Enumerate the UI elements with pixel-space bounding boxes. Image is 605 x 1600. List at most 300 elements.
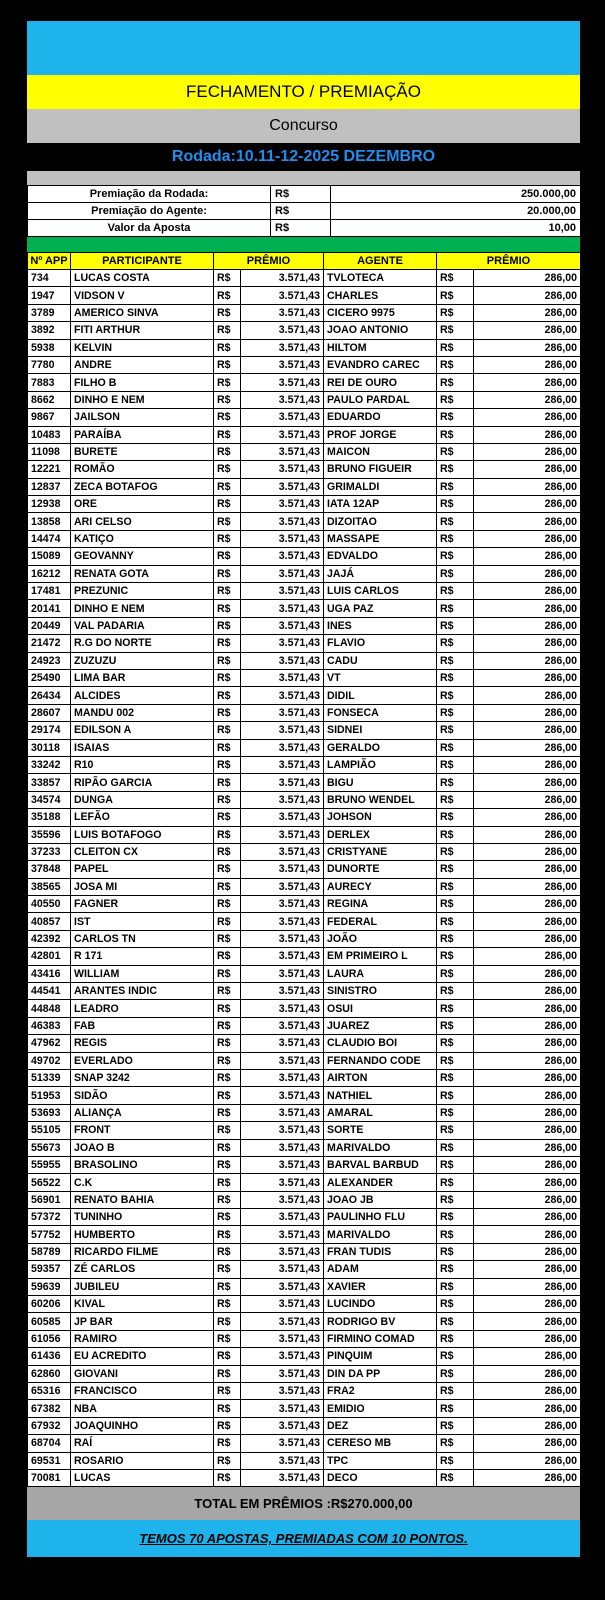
participant-prize-cell: 3.571,43 [241,739,324,756]
participant-cell: PARAÍBA [71,426,214,443]
agent-prize-cell: 286,00 [474,1000,581,1017]
participant-currency-cell: R$ [214,1313,241,1330]
app-number-cell: 55955 [28,1156,71,1173]
app-number-cell: 7780 [28,356,71,373]
participant-prize-cell: 3.571,43 [241,913,324,930]
table-header-row [28,253,581,270]
participant-cell: FRANCISCO [71,1383,214,1400]
participant-currency-cell: R$ [214,878,241,895]
participant-prize-cell: 3.571,43 [241,861,324,878]
app-number-cell: 29174 [28,722,71,739]
agent-currency-cell: R$ [437,617,474,634]
participant-cell: EVERLADO [71,1052,214,1069]
participant-prize-cell: 3.571,43 [241,687,324,704]
table-row [28,983,581,1000]
table-row [28,1087,581,1104]
participant-cell: EU ACREDITO [71,1348,214,1365]
participant-cell: C.K [71,1174,214,1191]
agent-prize-cell: 286,00 [474,635,581,652]
table-row [28,565,581,582]
agent-prize-cell: 286,00 [474,826,581,843]
participant-currency-cell: R$ [214,1435,241,1452]
participant-prize-cell: 3.571,43 [241,391,324,408]
participant-prize-cell: 3.571,43 [241,287,324,304]
agent-prize-cell: 286,00 [474,391,581,408]
agent-cell: MASSAPE [324,530,437,547]
participant-currency-cell: R$ [214,896,241,913]
table-row [28,1104,581,1121]
agent-prize-cell: 286,00 [474,409,581,426]
agent-currency-cell: R$ [437,548,474,565]
participant-prize-cell: 3.571,43 [241,809,324,826]
table-row [28,443,581,460]
participant-prize-cell: 3.571,43 [241,1191,324,1208]
agent-currency-cell: R$ [437,513,474,530]
header-agent-prize: PRÊMIO [437,253,581,270]
agent-cell: LUCINDO [324,1296,437,1313]
agent-currency-cell: R$ [437,478,474,495]
app-number-cell: 51953 [28,1087,71,1104]
participant-prize-cell: 3.571,43 [241,1069,324,1086]
agent-cell: BARVAL BARBUD [324,1156,437,1173]
participant-prize-cell: 3.571,43 [241,1383,324,1400]
agent-prize-cell: 286,00 [474,1365,581,1382]
table-row [28,1278,581,1295]
prize-info-table [27,185,581,237]
page-title: FECHAMENTO / PREMIAÇÃO [27,75,580,109]
table-row [28,739,581,756]
app-number-cell: 42801 [28,948,71,965]
participant-cell: ZECA BOTAFOG [71,478,214,495]
agent-prize-cell: 286,00 [474,1383,581,1400]
participant-prize-cell: 3.571,43 [241,722,324,739]
participant-cell: ALCIDES [71,687,214,704]
agent-currency-cell: R$ [437,1243,474,1260]
app-number-cell: 14474 [28,530,71,547]
table-row [28,409,581,426]
app-number-cell: 61436 [28,1348,71,1365]
agent-cell: SIDNEI [324,722,437,739]
agent-cell: FLAVIO [324,635,437,652]
agent-prize-cell: 286,00 [474,1313,581,1330]
agent-currency-cell: R$ [437,600,474,617]
agent-currency-cell: R$ [437,391,474,408]
agent-cell: GERALDO [324,739,437,756]
agent-prize-cell: 286,00 [474,739,581,756]
agent-cell: CHARLES [324,287,437,304]
participant-prize-cell: 3.571,43 [241,1052,324,1069]
participant-cell: JOSA MI [71,878,214,895]
agent-cell: DIN DA PP [324,1365,437,1382]
agent-prize-cell: 286,00 [474,356,581,373]
agent-cell: JOAO JB [324,1191,437,1208]
app-number-cell: 43416 [28,965,71,982]
header-participant: PARTICIPANTE [71,253,214,270]
agent-cell: PROF JORGE [324,426,437,443]
table-row [28,1017,581,1034]
app-number-cell: 37233 [28,843,71,860]
app-number-cell: 68704 [28,1435,71,1452]
participant-cell: LUCAS [71,1469,214,1486]
participant-prize-cell: 3.571,43 [241,983,324,1000]
participant-currency-cell: R$ [214,1087,241,1104]
app-number-cell: 40550 [28,896,71,913]
agent-currency-cell: R$ [437,565,474,582]
app-number-cell: 15089 [28,548,71,565]
table-row [28,1383,581,1400]
participant-cell: VIDSON V [71,287,214,304]
participant-prize-cell: 3.571,43 [241,1087,324,1104]
participant-prize-cell: 3.571,43 [241,1400,324,1417]
results-sheet [27,21,580,1557]
table-row [28,391,581,408]
agent-cell: DUNORTE [324,861,437,878]
round-label: Rodada:10.11-12-2025 DEZEMBRO [27,143,580,171]
agent-cell: JOHSON [324,809,437,826]
app-number-cell: 67932 [28,1417,71,1434]
app-number-cell: 55105 [28,1122,71,1139]
participant-prize-cell: 3.571,43 [241,1174,324,1191]
app-number-cell: 12837 [28,478,71,495]
participant-cell: RENATO BAHIA [71,1191,214,1208]
info-value: 10,00 [331,220,581,237]
agent-cell: GRIMALDI [324,478,437,495]
app-number-cell: 33857 [28,774,71,791]
table-row [28,1122,581,1139]
agent-cell: ALEXANDER [324,1174,437,1191]
participant-cell: R10 [71,756,214,773]
agent-cell: FIRMINO COMAD [324,1330,437,1347]
agent-prize-cell: 286,00 [474,930,581,947]
participant-cell: ZÉ CARLOS [71,1261,214,1278]
table-row [28,339,581,356]
table-row [28,791,581,808]
app-number-cell: 25490 [28,669,71,686]
app-number-cell: 7883 [28,374,71,391]
participant-cell: LUIS BOTAFOGO [71,826,214,843]
table-row [28,930,581,947]
participant-prize-cell: 3.571,43 [241,270,324,287]
table-row [28,1156,581,1173]
participant-currency-cell: R$ [214,843,241,860]
agent-prize-cell: 286,00 [474,896,581,913]
participant-currency-cell: R$ [214,374,241,391]
agent-prize-cell: 286,00 [474,774,581,791]
participant-cell: ALIANÇA [71,1104,214,1121]
participant-currency-cell: R$ [214,861,241,878]
agent-prize-cell: 286,00 [474,1469,581,1486]
participant-currency-cell: R$ [214,930,241,947]
app-number-cell: 35188 [28,809,71,826]
agent-prize-cell: 286,00 [474,913,581,930]
app-number-cell: 9867 [28,409,71,426]
participant-cell: HUMBERTO [71,1226,214,1243]
app-number-cell: 11098 [28,443,71,460]
agent-cell: MARIVALDO [324,1226,437,1243]
participant-currency-cell: R$ [214,304,241,321]
participant-prize-cell: 3.571,43 [241,1365,324,1382]
participant-currency-cell: R$ [214,826,241,843]
table-row [28,965,581,982]
participant-prize-cell: 3.571,43 [241,356,324,373]
agent-prize-cell: 286,00 [474,1452,581,1469]
participant-currency-cell: R$ [214,583,241,600]
participant-prize-cell: 3.571,43 [241,1313,324,1330]
participant-cell: FRONT [71,1122,214,1139]
agent-prize-cell: 286,00 [474,1278,581,1295]
agent-prize-cell: 286,00 [474,756,581,773]
agent-cell: DEZ [324,1417,437,1434]
contest-label: Concurso [27,109,580,143]
agent-currency-cell: R$ [437,791,474,808]
app-number-cell: 59357 [28,1261,71,1278]
table-row [28,756,581,773]
agent-cell: DECO [324,1469,437,1486]
participant-currency-cell: R$ [214,1174,241,1191]
participant-currency-cell: R$ [214,1278,241,1295]
participant-currency-cell: R$ [214,391,241,408]
app-number-cell: 35596 [28,826,71,843]
app-number-cell: 57372 [28,1209,71,1226]
agent-cell: REGINA [324,896,437,913]
app-number-cell: 59639 [28,1278,71,1295]
agent-cell: AIRTON [324,1069,437,1086]
app-number-cell: 5938 [28,339,71,356]
table-row [28,948,581,965]
table-row [28,652,581,669]
app-number-cell: 62860 [28,1365,71,1382]
app-number-cell: 26434 [28,687,71,704]
app-number-cell: 28607 [28,704,71,721]
participant-currency-cell: R$ [214,443,241,460]
participant-prize-cell: 3.571,43 [241,1348,324,1365]
table-row [28,617,581,634]
participant-currency-cell: R$ [214,565,241,582]
participant-cell: JP BAR [71,1313,214,1330]
app-number-cell: 20141 [28,600,71,617]
agent-cell: FERNANDO CODE [324,1052,437,1069]
agent-prize-cell: 286,00 [474,583,581,600]
table-row [28,722,581,739]
participant-prize-cell: 3.571,43 [241,1104,324,1121]
app-number-cell: 734 [28,270,71,287]
participant-prize-cell: 3.571,43 [241,1417,324,1434]
table-row [28,913,581,930]
participant-prize-cell: 3.571,43 [241,374,324,391]
participant-cell: ZUZUZU [71,652,214,669]
participant-cell: REGIS [71,1035,214,1052]
participant-cell: SNAP 3242 [71,1069,214,1086]
agent-cell: CERESO MB [324,1435,437,1452]
participant-prize-cell: 3.571,43 [241,565,324,582]
agent-prize-cell: 286,00 [474,443,581,460]
participant-currency-cell: R$ [214,1209,241,1226]
participant-currency-cell: R$ [214,287,241,304]
agent-cell: BIGU [324,774,437,791]
grey-divider [27,171,580,185]
agent-currency-cell: R$ [437,687,474,704]
agent-cell: JOÃO [324,930,437,947]
table-row [28,704,581,721]
agent-currency-cell: R$ [437,896,474,913]
participant-prize-cell: 3.571,43 [241,1000,324,1017]
participant-cell: JUBILEU [71,1278,214,1295]
agent-cell: IATA 12AP [324,496,437,513]
participant-prize-cell: 3.571,43 [241,322,324,339]
participant-currency-cell: R$ [214,1191,241,1208]
table-row [28,600,581,617]
table-row [28,1261,581,1278]
participant-cell: SIDÃO [71,1087,214,1104]
table-row [28,1296,581,1313]
info-row [28,220,581,237]
agent-prize-cell: 286,00 [474,1017,581,1034]
agent-prize-cell: 286,00 [474,652,581,669]
participant-prize-cell: 3.571,43 [241,1226,324,1243]
participant-cell: DINHO E NEM [71,600,214,617]
agent-currency-cell: R$ [437,1226,474,1243]
app-number-cell: 12938 [28,496,71,513]
participant-prize-cell: 3.571,43 [241,1017,324,1034]
info-row [28,186,581,203]
participant-currency-cell: R$ [214,965,241,982]
participant-prize-cell: 3.571,43 [241,965,324,982]
participant-prize-cell: 3.571,43 [241,426,324,443]
participant-prize-cell: 3.571,43 [241,1122,324,1139]
info-value: 250.000,00 [331,186,581,203]
participant-currency-cell: R$ [214,322,241,339]
participant-prize-cell: 3.571,43 [241,409,324,426]
agent-cell: JUAREZ [324,1017,437,1034]
participant-prize-cell: 3.571,43 [241,896,324,913]
app-number-cell: 8662 [28,391,71,408]
table-row [28,1000,581,1017]
table-row [28,1035,581,1052]
agent-cell: CICERO 9975 [324,304,437,321]
agent-cell: BRUNO FIGUEIR [324,461,437,478]
app-number-cell: 44541 [28,983,71,1000]
agent-currency-cell: R$ [437,1035,474,1052]
agent-prize-cell: 286,00 [474,374,581,391]
agent-currency-cell: R$ [437,1191,474,1208]
table-row [28,1069,581,1086]
agent-currency-cell: R$ [437,1330,474,1347]
table-row [28,1139,581,1156]
agent-currency-cell: R$ [437,304,474,321]
agent-currency-cell: R$ [437,1452,474,1469]
agent-prize-cell: 286,00 [474,1104,581,1121]
table-row [28,1365,581,1382]
agent-prize-cell: 286,00 [474,530,581,547]
participant-prize-cell: 3.571,43 [241,617,324,634]
participant-currency-cell: R$ [214,1261,241,1278]
participant-cell: CLEITON CX [71,843,214,860]
participant-currency-cell: R$ [214,1365,241,1382]
agent-prize-cell: 286,00 [474,322,581,339]
participant-currency-cell: R$ [214,948,241,965]
agent-currency-cell: R$ [437,1417,474,1434]
participant-prize-cell: 3.571,43 [241,496,324,513]
participant-cell: FILHO B [71,374,214,391]
participant-prize-cell: 3.571,43 [241,530,324,547]
app-number-cell: 37848 [28,861,71,878]
table-row [28,513,581,530]
agent-cell: HILTOM [324,339,437,356]
participant-currency-cell: R$ [214,1417,241,1434]
app-number-cell: 24923 [28,652,71,669]
agent-currency-cell: R$ [437,443,474,460]
agent-cell: AMARAL [324,1104,437,1121]
agent-cell: SINISTRO [324,983,437,1000]
app-number-cell: 69531 [28,1452,71,1469]
participant-currency-cell: R$ [214,756,241,773]
app-number-cell: 55673 [28,1139,71,1156]
agent-prize-cell: 286,00 [474,791,581,808]
participant-cell: WILLIAM [71,965,214,982]
agent-cell: XAVIER [324,1278,437,1295]
agent-currency-cell: R$ [437,983,474,1000]
table-row [28,1209,581,1226]
table-row [28,374,581,391]
participant-prize-cell: 3.571,43 [241,1469,324,1486]
participant-currency-cell: R$ [214,1400,241,1417]
participant-currency-cell: R$ [214,426,241,443]
table-row [28,1052,581,1069]
agent-prize-cell: 286,00 [474,1400,581,1417]
info-currency: R$ [271,186,331,203]
participant-cell: LEADRO [71,1000,214,1017]
participant-currency-cell: R$ [214,983,241,1000]
agent-prize-cell: 286,00 [474,983,581,1000]
agent-cell: PINQUIM [324,1348,437,1365]
participant-currency-cell: R$ [214,478,241,495]
agent-cell: FRAN TUDIS [324,1243,437,1260]
participant-cell: DUNGA [71,791,214,808]
participant-cell: AMERICO SINVA [71,304,214,321]
participant-cell: DINHO E NEM [71,391,214,408]
table-row [28,1400,581,1417]
agent-prize-cell: 286,00 [474,669,581,686]
table-row [28,496,581,513]
info-label: Premiação da Rodada: [28,186,271,203]
table-row [28,1330,581,1347]
participant-cell: LUCAS COSTA [71,270,214,287]
participant-cell: ORE [71,496,214,513]
table-row [28,1435,581,1452]
participant-prize-cell: 3.571,43 [241,930,324,947]
table-row [28,583,581,600]
participant-prize-cell: 3.571,43 [241,791,324,808]
agent-prize-cell: 286,00 [474,1261,581,1278]
app-number-cell: 46383 [28,1017,71,1034]
participant-prize-cell: 3.571,43 [241,1156,324,1173]
table-row [28,1243,581,1260]
agent-currency-cell: R$ [437,948,474,965]
agent-prize-cell: 286,00 [474,513,581,530]
participant-prize-cell: 3.571,43 [241,669,324,686]
agent-currency-cell: R$ [437,339,474,356]
app-number-cell: 3892 [28,322,71,339]
participant-cell: PREZUNIC [71,583,214,600]
participant-cell: RAÍ [71,1435,214,1452]
participant-currency-cell: R$ [214,669,241,686]
participant-currency-cell: R$ [214,1052,241,1069]
participant-currency-cell: R$ [214,913,241,930]
participant-currency-cell: R$ [214,704,241,721]
participant-currency-cell: R$ [214,1017,241,1034]
participant-prize-cell: 3.571,43 [241,1209,324,1226]
agent-cell: REI DE OURO [324,374,437,391]
